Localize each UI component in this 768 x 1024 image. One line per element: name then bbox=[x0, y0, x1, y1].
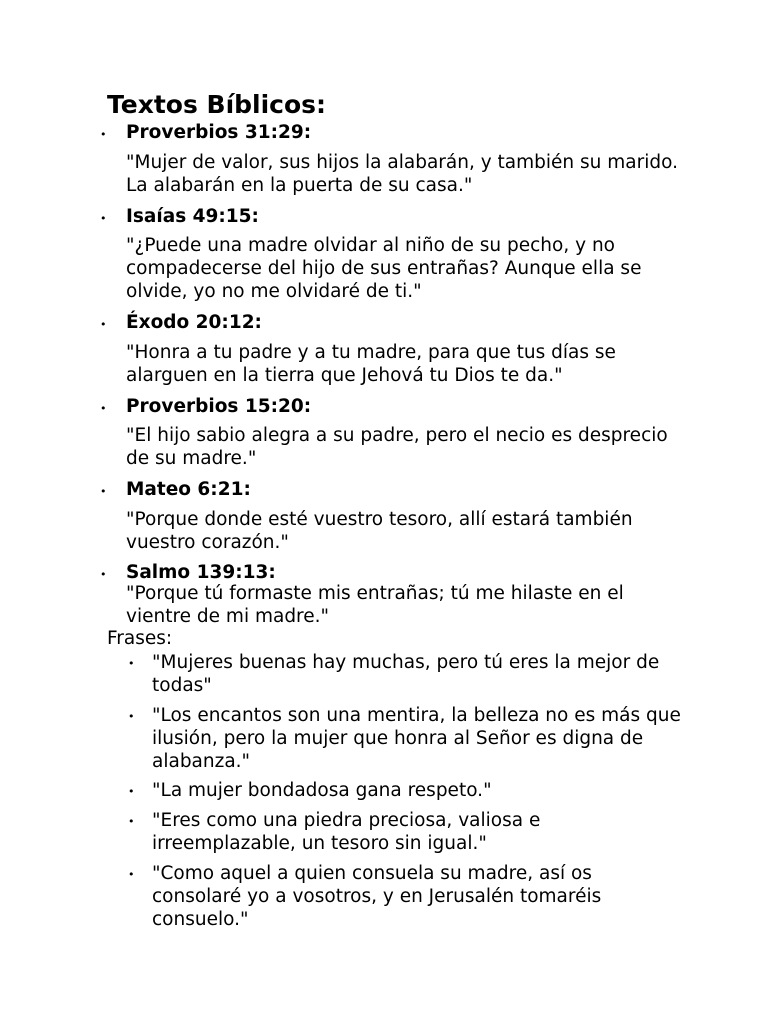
bullet-icon: • bbox=[128, 868, 135, 881]
bullet-icon: • bbox=[128, 785, 135, 798]
verse-reference: Proverbios 31:29: bbox=[126, 122, 312, 143]
bullet-icon: • bbox=[100, 128, 107, 141]
bullet-icon: • bbox=[128, 657, 135, 670]
frase-item: "Eres como una piedra preciosa, valiosa e irreemplazable, un tesoro sin igual." bbox=[152, 810, 541, 854]
verse-quote: "Mujer de valor, sus hijos la alabarán, y también su marido. La alabarán en la puerta de su casa." bbox=[126, 152, 679, 196]
verse-quote: "Porque donde esté vuestro tesoro, allí estará también vuestro corazón." bbox=[126, 509, 633, 553]
verse-quote: "Honra a tu padre y a tu madre, para que tus días se alarguen en la tierra que Jehová tu Dios te da." bbox=[126, 342, 616, 386]
verse-reference: Éxodo 20:12: bbox=[126, 312, 262, 333]
page-title: Textos Bíblicos: bbox=[107, 90, 327, 119]
frases-heading: Frases: bbox=[107, 628, 173, 649]
bullet-icon: • bbox=[128, 710, 135, 723]
bullet-icon: • bbox=[100, 212, 107, 225]
frase-item: "Los encantos son una mentira, la belleza no es más que ilusión, pero la mujer que honra al Señor es digna de alabanza." bbox=[152, 705, 681, 772]
verse-quote: "El hijo sabio alegra a su padre, pero el necio es desprecio de su madre." bbox=[126, 425, 668, 469]
verse-reference: Mateo 6:21: bbox=[126, 479, 251, 500]
bullet-icon: • bbox=[100, 402, 107, 415]
frase-item: "La mujer bondadosa gana respeto." bbox=[152, 780, 492, 801]
bullet-icon: • bbox=[100, 485, 107, 498]
bullet-icon: • bbox=[100, 318, 107, 331]
bullet-icon: • bbox=[128, 815, 135, 828]
verse-quote: "Porque tú formaste mis entrañas; tú me hilaste en el vientre de mi madre." bbox=[126, 583, 624, 627]
verse-reference: Proverbios 15:20: bbox=[126, 396, 312, 417]
verse-reference: Isaías 49:15: bbox=[126, 206, 259, 227]
frase-item: "Como aquel a quien consuela su madre, así os consolaré yo a vosotros, y en Jerusalén tomaréis consuelo." bbox=[152, 863, 602, 930]
frase-item: "Mujeres buenas hay muchas, pero tú eres la mejor de todas" bbox=[152, 652, 660, 696]
verse-quote: "¿Puede una madre olvidar al niño de su pecho, y no compadecerse del hijo de sus entrañas? Aunque ella se olvide, yo no me olvidaré de ti." bbox=[126, 235, 642, 302]
verse-reference: Salmo 139:13: bbox=[126, 562, 276, 583]
bullet-icon: • bbox=[100, 568, 107, 581]
